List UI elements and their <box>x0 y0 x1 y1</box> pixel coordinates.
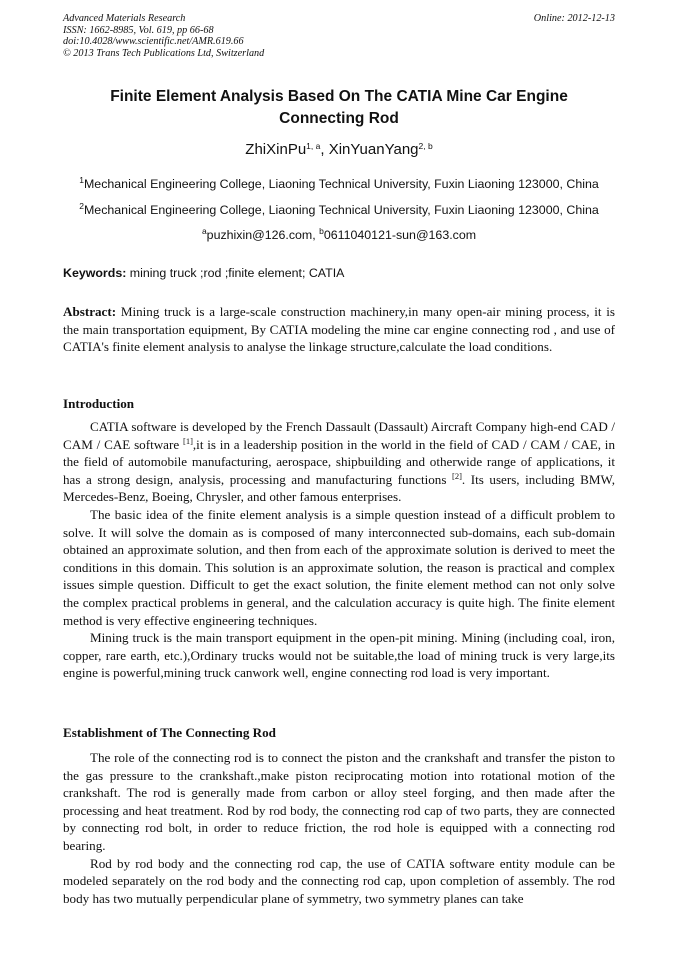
author-2: XinYuanYang <box>328 141 419 158</box>
keywords <box>63 265 615 281</box>
author-1-sup: 1, a <box>306 141 321 151</box>
affiliation-1-sup: 1 <box>79 175 84 185</box>
keywords-text: mining truck ;rod ;finite element; CATIA <box>126 266 345 280</box>
email-b-sup: b <box>319 226 324 236</box>
journal-name: Advanced Materials Research <box>63 13 186 24</box>
author-1: ZhiXinPu <box>245 141 307 158</box>
issn-line: ISSN: 1662-8985, Vol. 619, pp 66-68 <box>63 24 214 36</box>
title-line-1: Finite Element Analysis Based On The CATIA Mine Car Engine <box>110 88 568 105</box>
abstract <box>63 303 615 356</box>
paper-title <box>63 86 615 130</box>
email-b: 0611040121-sun@163.com <box>323 228 477 242</box>
title-line-2: Connecting Rod <box>279 110 399 127</box>
copyright-line: © 2013 Trans Tech Publications Ltd, Switzerland <box>63 47 265 59</box>
intro-p1-text-c: . Its users, including BMW, Mercedes-Benz, Boeing, Chrysler, and other famous enterprises. <box>63 471 615 505</box>
email-a-sup: a <box>201 226 207 236</box>
intro-paragraph-1 <box>63 418 615 506</box>
citation-2[interactable]: [2] <box>451 470 462 481</box>
heading-establishment: Establishment of The Connecting Rod <box>63 725 276 740</box>
intro-p1-text-a: CATIA software is developed by the French Dassault (Dassault) Aircraft Company high-end CAD / CAM / CAE software <box>63 419 615 452</box>
abstract-label: Abstract: <box>63 304 117 319</box>
keywords-label: Keywords: <box>63 266 127 280</box>
affiliation-2 <box>63 202 615 218</box>
author-2-sup: 2, b <box>418 141 433 151</box>
affiliation-2-sup: 2 <box>79 201 84 211</box>
intro-p1-text-b: ,it is in a leadership position in the world in the field of CAD / CAM / CAE, in the field of automobile manufacturing, aerospace, shipbuilding and otherwide range of applications, it has a strong design, analysis, processing and manufacturing functions <box>63 436 615 487</box>
introduction-body <box>63 418 615 682</box>
email-line <box>63 227 615 243</box>
intro-paragraph-2: The basic idea of the finite element analysis is a simple question instead of a difficult problem to solve. It will solve the domain as is composed of many interconnected sub-domains, each sub-domain obtained an approximate solution, and then from each of the approximate solution is derived to meet the conditions in this domain. This solution is an approximate solution, the reason is practical and complex issues simple question. Difficult to get the exact solution, the finite element method can not only solve the complex practical problems in general, and the calculation accuracy is quite high. The finite element method is very effective engineering techniques. <box>63 506 615 628</box>
citation-1[interactable]: [1] <box>182 435 193 446</box>
email-a: puzhixin@126.com, <box>206 228 320 242</box>
establishment-body <box>63 749 615 907</box>
affiliation-2-text: Mechanical Engineering College, Liaoning Technical University, Fuxin Liaoning 123000, China <box>83 203 599 217</box>
author-separator: , <box>320 141 329 158</box>
online-date: Online: 2012-12-13 <box>533 13 615 24</box>
heading-introduction: Introduction <box>63 396 135 411</box>
establishment-paragraph-1: The role of the connecting rod is to connect the piston and the crankshaft and transfer the piston to the gas pressure to the crankshaft.,make piston reciprocating motion into rotational motion of the crankshaft. The rod is generally made from carbon or alloy steel forging, and then made after the processing and heat treatment. Rod by rod body, the connecting rod cap of two parts, they are connected by connecting rod bolt, in order to reduce friction, the rod hole is equipped with a connecting rod bearing. <box>63 750 615 853</box>
author-list <box>63 140 615 160</box>
doi-line: doi:10.4028/www.scientific.net/AMR.619.66 <box>63 36 244 48</box>
abstract-text: Mining truck is a large-scale construction machinery,in many open-air mining process, it is the main transportation equipment, By CATIA modeling the mine car engine connecting rod , and use of CATIA's finite element analysis to analyse the linkage structure,calculate the load conditions. <box>63 304 615 355</box>
establishment-paragraph-2: Rod by rod body and the connecting rod cap, the use of CATIA software entity module can be modeled separately on the rod body and the connecting rod cap, upon completion of assembly. The rod body has two mutually perpendicular plane of symmetry, two symmetry planes can take <box>63 855 615 906</box>
intro-paragraph-3: Mining truck is the main transport equipment in the open-pit mining. Mining (including coal, iron, copper, rare earth, etc.),Ordinary trucks would not be suitable,the load of mining truck is very large,its engine is powerful,mining truck canwork well, engine connecting rod load is very important. <box>63 630 615 681</box>
affiliation-1 <box>63 176 615 192</box>
affiliation-1-text: Mechanical Engineering College, Liaoning Technical University, Fuxin Liaoning 123000, China <box>83 177 599 191</box>
journal-header <box>63 13 615 59</box>
